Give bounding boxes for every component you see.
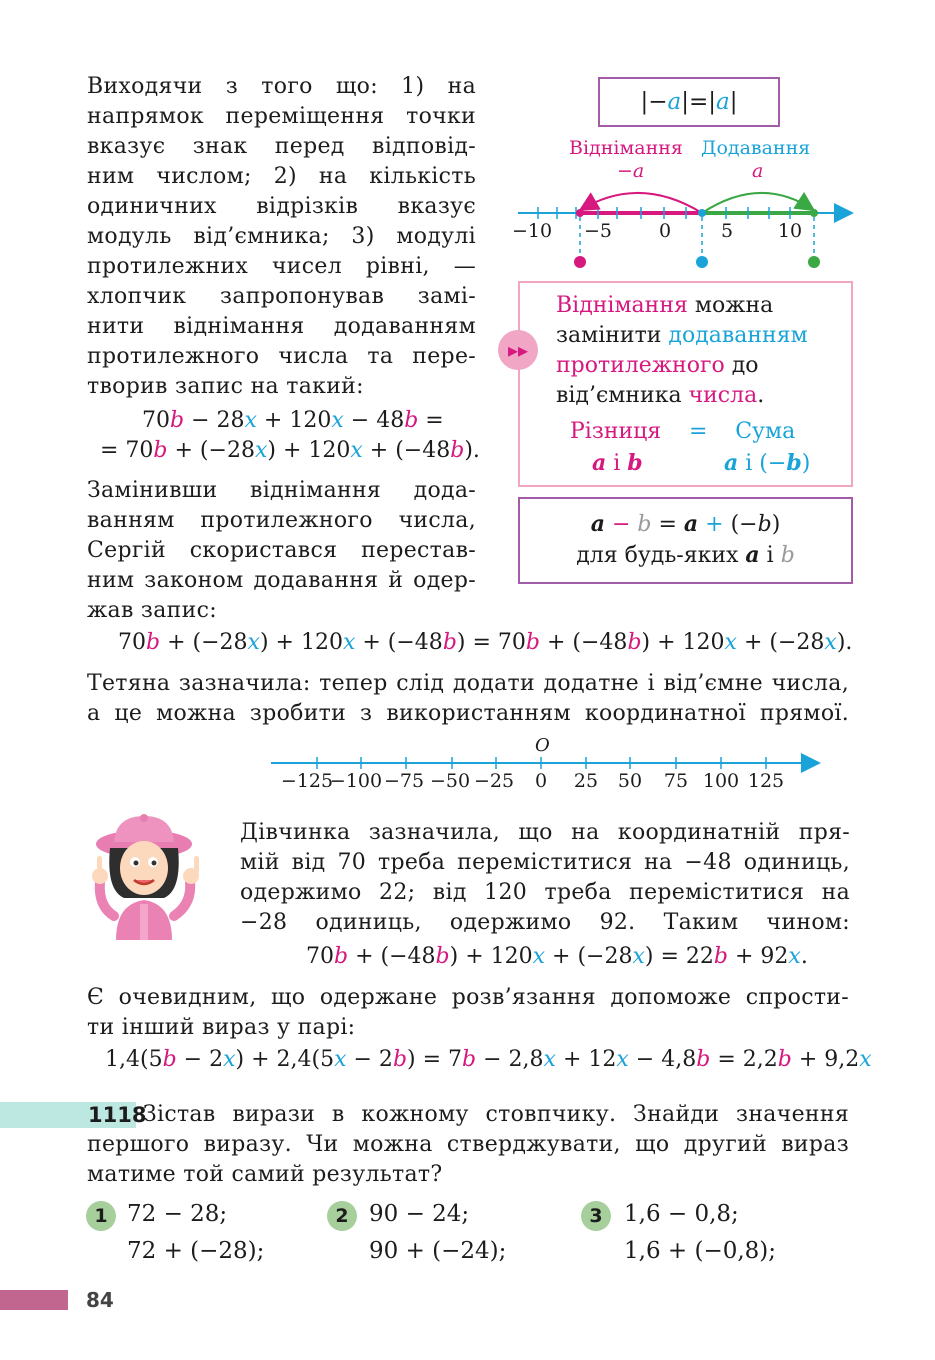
expression: 90 − 24; bbox=[369, 1201, 470, 1227]
difference-label: Різниця bbox=[570, 419, 662, 444]
tick-label: 0 bbox=[658, 220, 672, 242]
tick-label: −75 bbox=[383, 770, 425, 792]
tick-label: −50 bbox=[429, 770, 471, 792]
sum-label: Сума bbox=[735, 419, 796, 444]
text-line: протилежного числа та пере- bbox=[87, 344, 476, 369]
text-line: ним числом; 2) на кількість bbox=[87, 164, 476, 189]
text-line: модуль від’ємника; 3) модулі bbox=[87, 224, 476, 249]
tick-label: 100 bbox=[702, 770, 740, 792]
exercise-number: 1118 bbox=[88, 1103, 147, 1127]
formula-expanded: 1,4(5b − 2x) + 2,4(5x − 2b) = 7b − 2,8x + 12x − 4,8b = 2,2b + 9,2x bbox=[105, 1047, 872, 1072]
text-line: протилежних чисел рівні, — bbox=[87, 254, 476, 279]
identity-box: a − b = a + (−b) для будь-яких a і b bbox=[518, 497, 853, 584]
text-line: творив запис на такий: bbox=[87, 374, 364, 399]
intro-paragraph bbox=[87, 72, 476, 402]
text-line: Сергій скористався перестав- bbox=[87, 538, 476, 563]
formula-line-1: 70b − 28x + 120x − 48b = bbox=[142, 408, 444, 433]
formula-rearranged: 70b + (−28x) + 120x + (−48b) = 70b + (−48b) + 120x + (−28x). bbox=[118, 630, 853, 655]
text-line: Виходячи з того що: 1) на bbox=[87, 74, 476, 99]
tick-label: 75 bbox=[663, 770, 689, 792]
page-band bbox=[0, 1290, 68, 1310]
tick-label: 50 bbox=[617, 770, 643, 792]
formula-result: 70b + (−48b) + 120x + (−28x) = 22b + 92x. bbox=[306, 944, 808, 969]
expression: 1,6 + (−0,8); bbox=[624, 1238, 777, 1264]
text-line: хлопчик запропонував замі- bbox=[87, 284, 476, 309]
tick-label: −125 bbox=[280, 770, 334, 792]
addition-label: Додавання bbox=[701, 137, 811, 159]
subtraction-diagram bbox=[510, 175, 860, 275]
text-line: вказує знак перед відповід- bbox=[87, 134, 476, 159]
tick-label: −25 bbox=[473, 770, 515, 792]
add-arc bbox=[702, 193, 812, 213]
obvious-paragraph bbox=[87, 983, 849, 1043]
text-line: Дівчинка зазначила, що на координатній пря- bbox=[240, 820, 850, 845]
text-line: першого виразу. Чи можна стверджувати, що другий вираз bbox=[87, 1132, 849, 1157]
text-line: ти інший вираз у парі: bbox=[87, 1015, 356, 1040]
neg-a-label: −a bbox=[617, 160, 645, 182]
formula-line-2: = 70b + (−28x) + 120x + (−48b). bbox=[100, 438, 480, 463]
sub-arc bbox=[582, 193, 702, 213]
text-line: жав запис: bbox=[87, 598, 217, 623]
point-neg bbox=[576, 209, 584, 217]
page-number: 84 bbox=[86, 1288, 114, 1312]
text-line: одержимо 22; від 120 треба переміститися на bbox=[240, 880, 850, 905]
marker-mid bbox=[696, 256, 708, 268]
marker-neg bbox=[574, 256, 586, 268]
text-line: ванням протилежного числа, bbox=[87, 508, 476, 533]
text-line: Тетяна зазначила: тепер слід додати додатне і від’ємне числа, bbox=[87, 671, 849, 696]
column-badge: 3 bbox=[581, 1201, 611, 1231]
girl-illustration bbox=[84, 812, 214, 940]
absolute-value-box: |−a|=|a| bbox=[598, 77, 780, 127]
text-line: мій від 70 треба переміститися на −48 одиниць, bbox=[240, 850, 850, 875]
expression: 1,6 − 0,8; bbox=[624, 1201, 739, 1227]
a-label: a bbox=[752, 160, 764, 182]
text-line: −28 одиниць, одержимо 92. Таким чином: bbox=[240, 910, 850, 935]
subtraction-label: Віднімання bbox=[569, 137, 683, 159]
tick-label: 5 bbox=[720, 220, 734, 242]
tick-label: −5 bbox=[583, 220, 613, 242]
text-line: напрямок переміщення точки bbox=[87, 104, 476, 129]
tetiana-paragraph bbox=[87, 669, 849, 729]
marker-pos bbox=[808, 256, 820, 268]
rule-arrow-icon: ▸▸ bbox=[498, 330, 538, 370]
text-line: а це можна зробити з використанням координатної прямої. bbox=[87, 701, 849, 726]
tick-label: 125 bbox=[747, 770, 785, 792]
tick-label: −10 bbox=[511, 220, 553, 242]
exercise-text bbox=[87, 1100, 849, 1190]
expression: 72 + (−28); bbox=[127, 1238, 265, 1264]
column-badge: 2 bbox=[327, 1201, 357, 1231]
text-line: Замінивши віднімання дода- bbox=[87, 478, 476, 503]
tick-label: 25 bbox=[573, 770, 599, 792]
tick-label: 10 bbox=[777, 220, 803, 242]
sum-operands: a і (−b) bbox=[724, 450, 811, 476]
text-line: одиничних відрізків вказує bbox=[87, 194, 476, 219]
expression: 90 + (−24); bbox=[369, 1238, 507, 1264]
origin-label: O bbox=[535, 735, 550, 756]
tick-label: −100 bbox=[329, 770, 383, 792]
text-line: матиме той самий результат? bbox=[87, 1162, 443, 1187]
point-pos bbox=[810, 209, 818, 217]
text-line: Зістав вирази в кожному стовпчику. Знайди значення bbox=[143, 1102, 849, 1127]
text-line: ним законом додавання й одер- bbox=[87, 568, 476, 593]
rule-box: Віднімання можна замінити додаванням протилежного до від’ємника числа. Різниця = Сума a і b a і (−b) bbox=[518, 281, 853, 487]
girl-paragraph bbox=[240, 818, 850, 938]
column-badge: 1 bbox=[86, 1201, 116, 1231]
text-line: нити віднімання додаванням bbox=[87, 314, 476, 339]
text-line: Є очевидним, що одержане розв’язання допоможе спрости- bbox=[87, 985, 849, 1010]
point-mid bbox=[698, 209, 706, 217]
swap-paragraph bbox=[87, 476, 476, 626]
tick-label: 0 bbox=[534, 770, 548, 792]
expression: 72 − 28; bbox=[127, 1201, 228, 1227]
